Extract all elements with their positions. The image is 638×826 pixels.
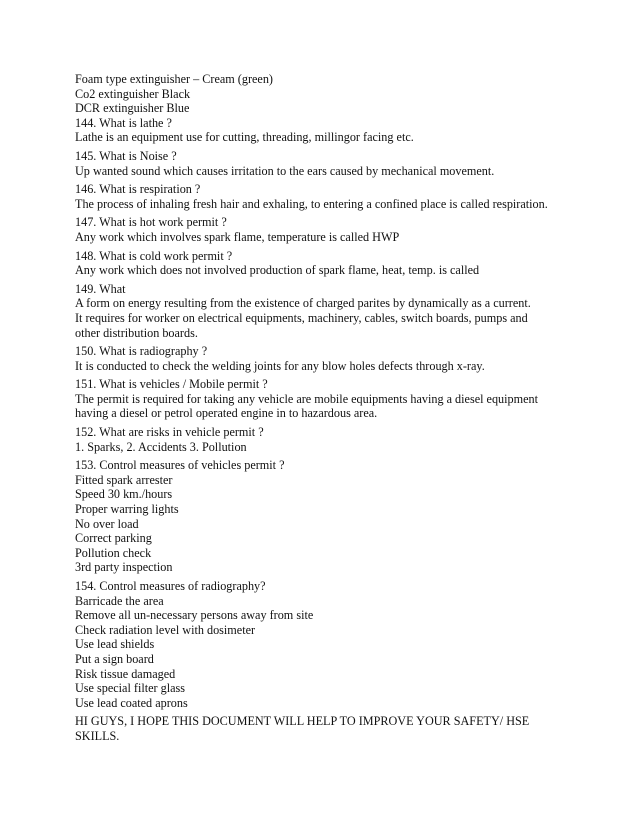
qa-item — [75, 116, 565, 145]
extinguisher-colors — [75, 72, 565, 116]
question-text: 144. What is lathe ? — [75, 115, 172, 130]
question-text: 152. What are risks in vehicle permit ? — [75, 425, 264, 440]
qa-item — [75, 579, 565, 710]
answer-line: It is conducted to check the welding joints for any blow holes defects through x-ray. — [75, 358, 485, 373]
closing-message — [75, 714, 565, 743]
qa-item — [75, 215, 565, 244]
answer-line: 1. Sparks, 2. Accidents 3. Pollution — [75, 439, 247, 454]
answer-line: The process of inhaling fresh hair and exhaling, to entering a confined place is called respiration. — [75, 196, 548, 211]
question-text: 151. What is vehicles / Mobile permit ? — [75, 377, 268, 392]
question-text: 149. What — [75, 281, 126, 296]
qa-item — [75, 249, 565, 278]
closing-line: HI GUYS, I HOPE THIS DOCUMENT WILL HELP TO IMPROVE YOUR SAFETY/ HSE — [75, 714, 530, 729]
answer-line: 3rd party inspection — [75, 560, 173, 575]
answer-line: Put a sign board — [75, 651, 154, 666]
answer-line: The permit is required for taking any vehicle are mobile equipments having a diesel equipment — [75, 391, 538, 406]
answer-line: Risk tissue damaged — [75, 666, 176, 681]
answer-line: Up wanted sound which causes irritation to the ears caused by mechanical movement. — [75, 163, 495, 178]
answer-line: having a diesel or petrol operated engine in to hazardous area. — [75, 406, 378, 421]
qa-item — [75, 377, 565, 421]
question-text: 150. What is radiography ? — [75, 344, 208, 359]
question-text: 146. What is respiration ? — [75, 182, 201, 197]
intro-line: Foam type extinguisher – Cream (green) — [75, 72, 273, 86]
answer-line: other distribution boards. — [75, 325, 198, 340]
answer-line: Lathe is an equipment use for cutting, threading, millingor facing etc. — [75, 130, 414, 145]
answer-line: Check radiation level with dosimeter — [75, 622, 256, 637]
intro-line: DCR extinguisher Blue — [75, 101, 190, 116]
qa-item — [75, 282, 565, 340]
answer-line: Use special filter glass — [75, 681, 185, 696]
answer-line: Correct parking — [75, 531, 152, 546]
answer-line: Barricade the area — [75, 593, 164, 608]
question-text: 148. What is cold work permit ? — [75, 248, 233, 263]
question-text: 154. Control measures of radiography? — [75, 579, 266, 593]
answer-line: Remove all un-necessary persons away from site — [75, 608, 314, 623]
answer-line: It requires for worker on electrical equipments, machinery, cables, switch boards, pumps and — [75, 310, 528, 325]
qa-item — [75, 425, 565, 454]
qa-list — [75, 116, 565, 711]
answer-line: Any work which does not involved production of spark flame, heat, temp. is called — [75, 263, 480, 278]
answer-line: A form on energy resulting from the existence of charged parites by dynamically as a current. — [75, 296, 531, 311]
answer-line: Use lead shields — [75, 637, 155, 652]
document-page — [75, 72, 565, 744]
answer-line: Any work which involves spark flame, temperature is called HWP — [75, 229, 400, 244]
answer-line: No over load — [75, 516, 139, 531]
qa-item — [75, 182, 565, 211]
question-text: 147. What is hot work permit ? — [75, 215, 227, 230]
intro-line: Co2 extinguisher Black — [75, 86, 191, 101]
answer-line: Use lead coated aprons — [75, 695, 188, 710]
qa-item — [75, 149, 565, 178]
answer-line: Pollution check — [75, 545, 152, 560]
answer-line: Proper warring lights — [75, 502, 179, 517]
question-text: 145. What is Noise ? — [75, 148, 177, 163]
answer-line: Speed 30 km./hours — [75, 487, 173, 502]
question-text: 153. Control measures of vehicles permit ? — [75, 458, 285, 473]
qa-item — [75, 458, 565, 575]
closing-line: SKILLS. — [75, 728, 120, 743]
answer-line: Fitted spark arrester — [75, 472, 173, 487]
qa-item — [75, 344, 565, 373]
